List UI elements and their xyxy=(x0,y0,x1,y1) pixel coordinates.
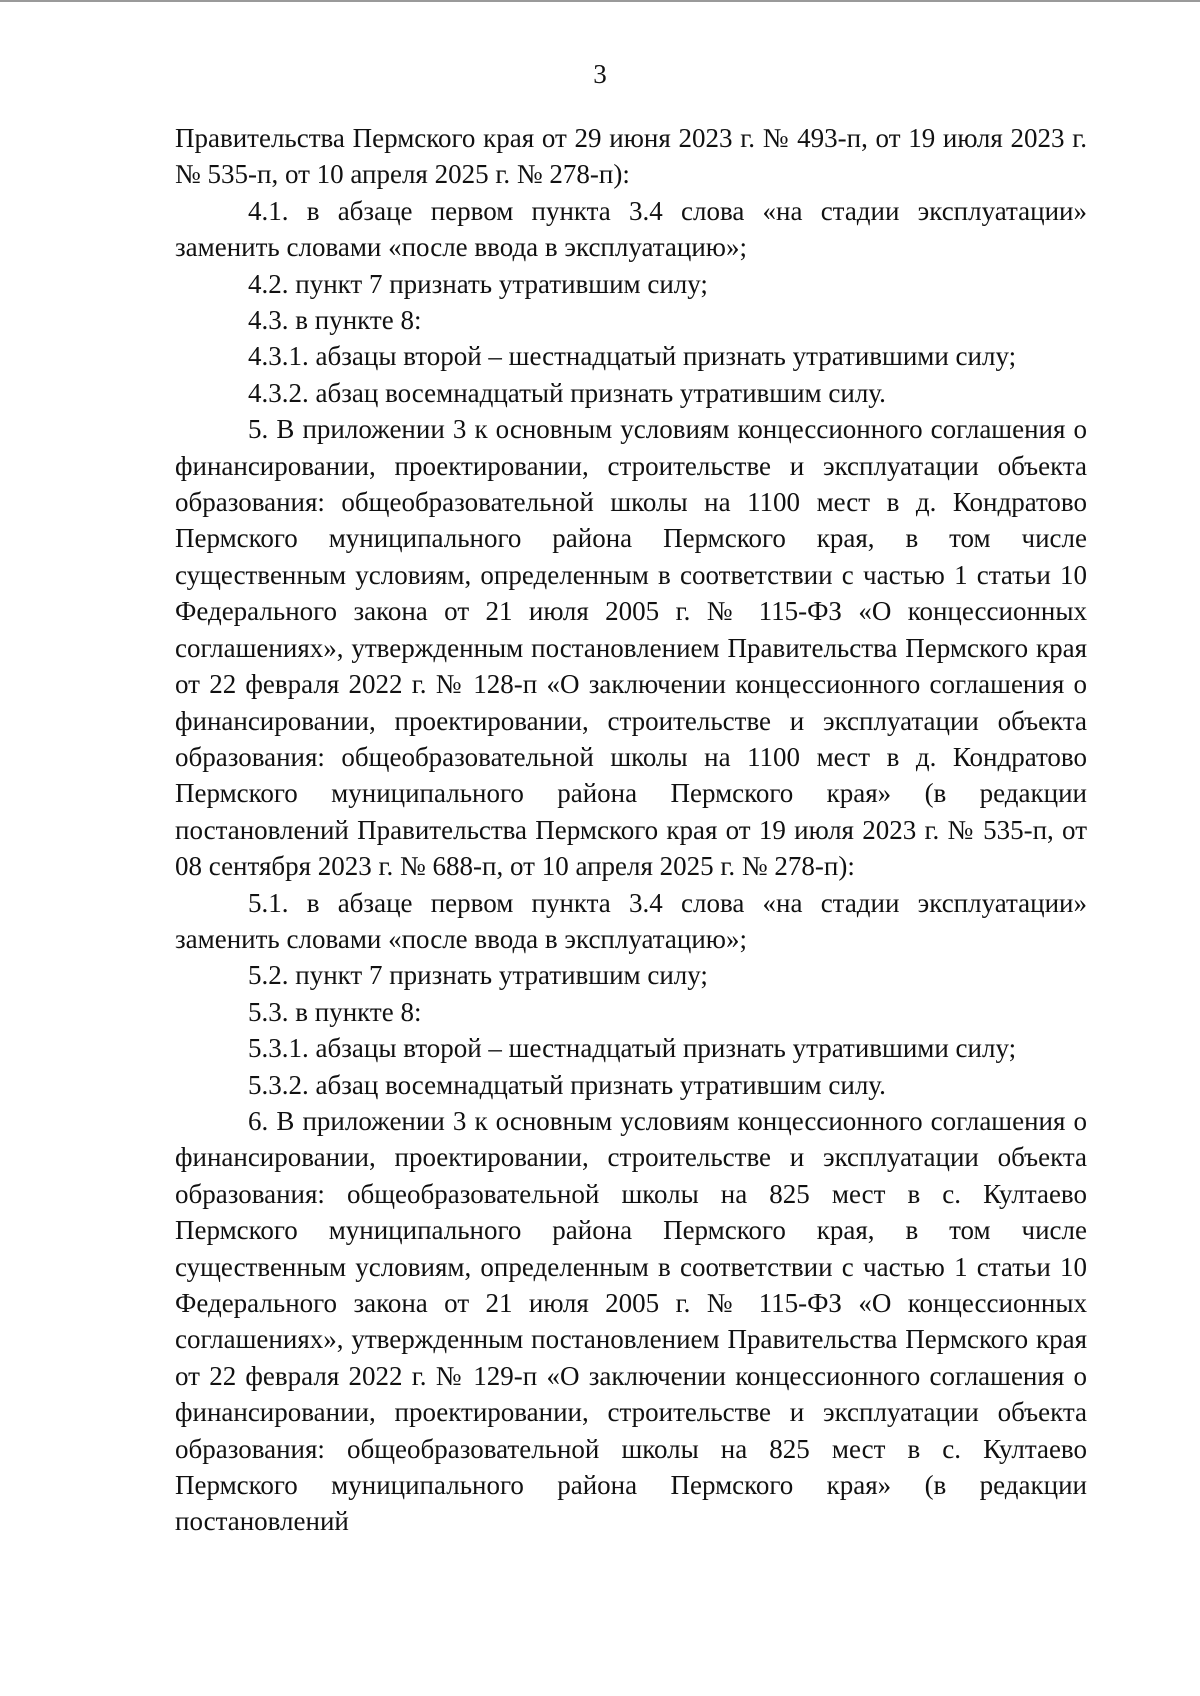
paragraph-5-3-2: 5.3.2. абзац восемнадцатый признать утратившим силу. xyxy=(248,1069,886,1100)
document-body xyxy=(175,120,1087,1540)
paragraph-4-3: 4.3. в пункте 8: xyxy=(248,305,422,336)
paragraph-5: 5. В приложении 3 к основным условиям концессионного соглашения о финансировании, проектировании, строительстве и эксплуатации объекта образования: общеобразовательной школы на 1100 мест в д. Кондратово Пермского муниципального района Пермского края, в том числе существенным условиям, определенным в соответствии с частью 1 статьи 10 Федерального закона от 21 июля 2005 г. № 115-ФЗ «О концессионных соглашениях», утвержденным постановлением Правительства Пермского края от 22 февраля 2022 г. № 128-п «О заключении концессионного соглашения о финансировании, проектировании, строительстве и эксплуатации объекта образования: общеобразовательной школы на 1100 мест в д. Кондратово Пермского муниципального района Пермского края» (в редакции постановлений Правительства Пермского края от 19 июля 2023 г. № 535-п, от 08 сентября 2023 г. № 688-п, от 10 апреля 2025 г. № 278-п): xyxy=(175,414,1087,882)
page-number: 3 xyxy=(593,59,607,89)
scan-top-edge xyxy=(0,0,1200,2)
paragraph-4-3-1: 4.3.1. абзацы второй – шестнадцатый признать утратившими силу; xyxy=(248,341,1017,372)
paragraph-5-3: 5.3. в пункте 8: xyxy=(248,996,422,1027)
paragraph-4-2: 4.2. пункт 7 признать утратившим силу; xyxy=(248,268,708,299)
paragraph-5-2: 5.2. пункт 7 признать утратившим силу; xyxy=(248,960,708,991)
paragraph-5-1: 5.1. в абзаце первом пункта 3.4 слова «на стадии эксплуатации» заменить словами «после ввода в эксплуатацию»; xyxy=(175,887,1087,954)
paragraph-4-1: 4.1. в абзаце первом пункта 3.4 слова «на стадии эксплуатации» заменить словами «после ввода в эксплуатацию»; xyxy=(175,195,1087,263)
paragraph-4-3-2: 4.3.2. абзац восемнадцатый признать утратившим силу. xyxy=(248,377,886,408)
paragraph-5-3-1: 5.3.1. абзацы второй – шестнадцатый признать утратившими силу; xyxy=(248,1033,1017,1064)
paragraph-6: 6. В приложении 3 к основным условиям концессионного соглашения о финансировании, проектировании, строительстве и эксплуатации объекта образования: общеобразовательной школы на 825 мест в с. Култаево Пермского муниципального района Пермского края, в том числе существенным условиям, определенным в соответствии с частью 1 статьи 10 Федерального закона от 21 июля 2005 г. № 115-ФЗ «О концессионных соглашениях», утвержденным постановлением Правительства Пермского края от 22 февраля 2022 г. № 129-п «О заключении концессионного соглашения о финансировании, проектировании, строительстве и эксплуатации объекта образования: общеобразовательной школы на 825 мест в с. Култаево Пермского муниципального района Пермского края» (в редакции постановлений xyxy=(175,1105,1087,1537)
paragraph-continuation: Правительства Пермского края от 29 июня 2023 г. № 493-п, от 19 июля 2023 г. № 535-п, от 10 апреля 2025 г. № 278-п): xyxy=(175,123,1087,190)
